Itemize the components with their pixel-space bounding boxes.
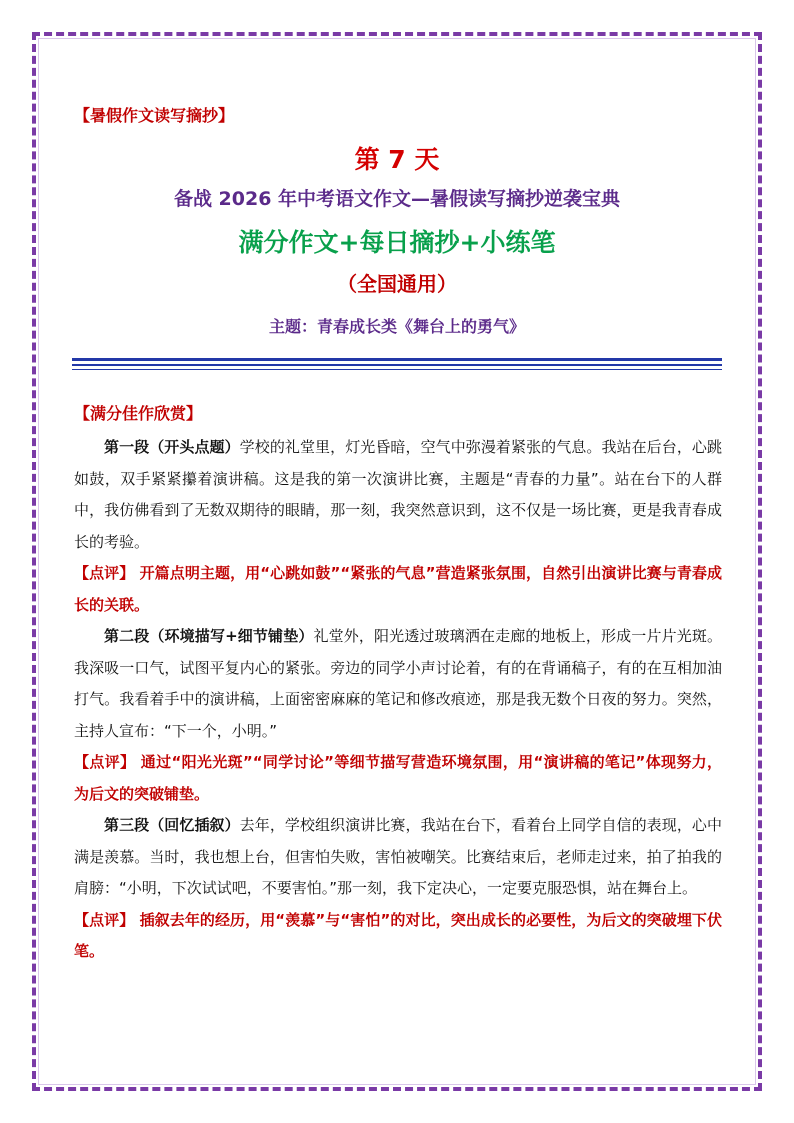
main-title: 备战 2026 年中考语文作文—暑假读写摘抄逆袭宝典 bbox=[173, 188, 621, 210]
scope-note: （全国通用） bbox=[337, 272, 457, 296]
divider-rule bbox=[72, 369, 722, 370]
paragraph-text: 学校的礼堂里，灯光昏暗，空气中弥漫着紧张的气息。我站在后台，心跳如鼓，双手紧紧攥着演讲稿。这是我的第一次演讲比赛，主题是“青春的力量”。站在台下的人群中，我仿佛看到了无数双期待的眼睛，那一刻，我突然意识到，这不仅是一场比赛，更是我青春成长的考验。 bbox=[74, 438, 722, 551]
paragraph-text: 礼堂外，阳光透过玻璃洒在走廊的地板上，形成一片片光斑。我深吸一口气，试图平复内心的紧张。旁边的同学小声讨论着，有的在背诵稿子，有的在互相加油打气。我看着手中的演讲稿，上面密密麻麻的笔记和修改痕迹，那是我无数个日夜的努力。突然，主持人宣布：“下一个，小明。” bbox=[74, 627, 722, 740]
comment-3: 【点评】 插叙去年的经历，用“羡慕”与“害怕”的对比，突出成长的必要性，为后文的突破埋下伏笔。 bbox=[74, 910, 722, 960]
paragraph-lead: 第三段（回忆插叙） bbox=[104, 816, 240, 834]
paragraph-lead: 第一段（开头点题） bbox=[104, 438, 240, 456]
paragraph-text: 去年，学校组织演讲比赛，我站在台下，看着台上同学自信的表现，心中满是羡慕。当时，我也想上台，但害怕失败，害怕被嘲笑。比赛结束后，老师走过来，拍了拍我的肩膀：“小明，下次试试吧，不要害怕。”那一刻，我下定决心，一定要克服恐惧，站在舞台上。 bbox=[74, 816, 722, 897]
essay-paragraph-1 bbox=[74, 432, 722, 558]
day-title: 第 7 天 bbox=[354, 145, 440, 174]
theme-line: 主题：青春成长类《舞台上的勇气》 bbox=[268, 317, 525, 336]
divider-rule bbox=[72, 358, 722, 361]
section-title: 【满分佳作欣赏】 bbox=[74, 404, 203, 423]
subtitle: 满分作文+每日摘抄+小练笔 bbox=[238, 228, 556, 257]
comment-1: 【点评】 开篇点明主题，用“心跳如鼓”“紧张的气息”营造紧张氛围，自然引出演讲比赛与青春成长的关联。 bbox=[74, 564, 722, 614]
essay-paragraph-2 bbox=[74, 621, 722, 747]
comment-2: 【点评】 通过“阳光光斑”“同学讨论”等细节描写营造环境氛围，用“演讲稿的笔记”体现努力，为后文的突破铺垫。 bbox=[74, 753, 722, 803]
essay-content bbox=[74, 432, 722, 968]
essay-paragraph-3 bbox=[74, 810, 722, 905]
paragraph-lead: 第二段（环境描写+细节铺垫） bbox=[104, 627, 314, 645]
divider-rule bbox=[72, 364, 722, 366]
header-tag: 【暑假作文读写摘抄】 bbox=[74, 106, 235, 125]
